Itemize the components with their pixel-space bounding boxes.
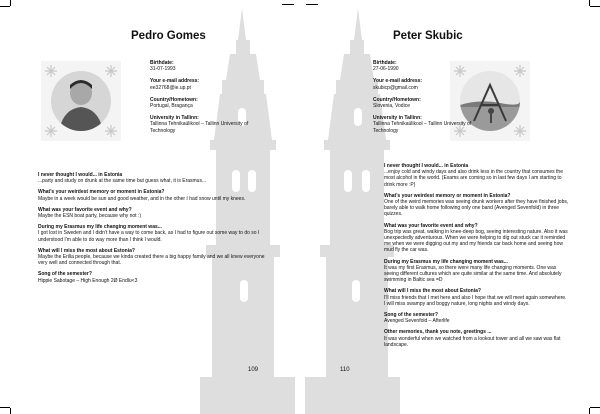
qa-item: During my Erasmus my life changing moment was... It was my first Erasmus, so there were many life changing moments. One was seeing different cultures which are quite similar at the same time. And absolutely swimming in Baltic sea =D: [384, 258, 562, 284]
info-country: Country/Hometown: Portugal, Bragança: [150, 96, 198, 110]
info-university: University in Tallinn: Tallinna Tehnikaülikool – Tallinn University of Technology: [150, 115, 249, 134]
qa-item: What's your weirdest memory or moment in Estonia? One of the weird memories was seeing drunk workers after they have finished jobs, barely able to walk home following only one band (Avenged Sevenfold) in three quizzes.: [384, 192, 569, 218]
info-birthdate: Birthdate: 27-06-1990: [373, 60, 399, 73]
qa-item: I never thought I would... in Estonia ...party and study on drunk at the same time but guess what, it is Erasmus...: [38, 172, 207, 185]
portrait-photo: [51, 71, 111, 131]
info-email: Your e-mail address: ee32768@ie.up.pt: [150, 78, 200, 91]
info-block: [150, 60, 260, 140]
info-birthdate: Birthdate: 31-07-1993: [150, 60, 176, 73]
qa-item: What was your favorite event and why? Bog trip was great, walking in knee-deep bog, seeing interesting nature. Also it was unexpectedly adventurous. When we were helping to dig out stuck car it reminded me when we were digging out my and my friends car back home and seeing how mud fly the car was.: [384, 222, 568, 254]
info-country: Country/Hometown: Slovenia, Vodice: [373, 96, 421, 110]
info-university: University in Tallinn: Tallinna Tehnikaülikool – Tallinn University of Technology: [373, 115, 472, 134]
info-email: Your e-mail address: skubicp@gmail.com: [373, 78, 423, 91]
right-page: [300, 0, 600, 414]
person-name: Peter Skubic: [393, 30, 463, 42]
person-name: Pedro Gomes: [131, 30, 206, 42]
qa-item: I never thought I would... in Estonia ...enjoy cold and windy days and also drink less in the country that consumes the most alcohol in the world. (Exams are coming so in last few days I am starting to drink more :P): [384, 163, 563, 188]
portrait-frame: [41, 61, 121, 141]
qa-item: During my Erasmus my life changing moment was... I got lost in Sweden and I didn't have a way to come back, as I had to figure out some way to do so I understood I'm able to do way more than I think I would.: [38, 224, 260, 243]
info-block: [373, 60, 483, 140]
page-number: 110: [340, 367, 350, 373]
qa-item: What will I miss the most about Estonia? I'll miss friends that I met here and also I hope that we will meet again somewhere. I will miss swampy and boggy nature, long nights and windy days.: [384, 288, 567, 307]
qa-list: [384, 163, 569, 353]
qa-item: Other memories, thank you note, greetings ... It was wonderful when we watched from a lookout tower and all we saw was flat landscape.: [384, 329, 561, 348]
page-number: 109: [248, 367, 259, 373]
qa-list: [38, 172, 274, 289]
qa-item: Song of the semester? Avenged Sevenfold – Afterlife: [384, 312, 450, 325]
qa-item: Song of the semester? Hippie Sabotage – High Enough 2Ø Endlu<3: [38, 271, 138, 284]
qa-item: What will I miss the most about Estonia? Maybe the Erilla people, because we kinda created there a big happy family and we all knew everyone very well and connected through that.: [38, 247, 265, 267]
qa-item: What was your favorite event and why? Maybe the ESN boat party, because why not :): [38, 206, 142, 220]
qa-item: What's your weirdest memory or moment in Estonia? Maybe in a week would be sun and good weather, and in the other I had snow until my knees.: [38, 189, 246, 202]
